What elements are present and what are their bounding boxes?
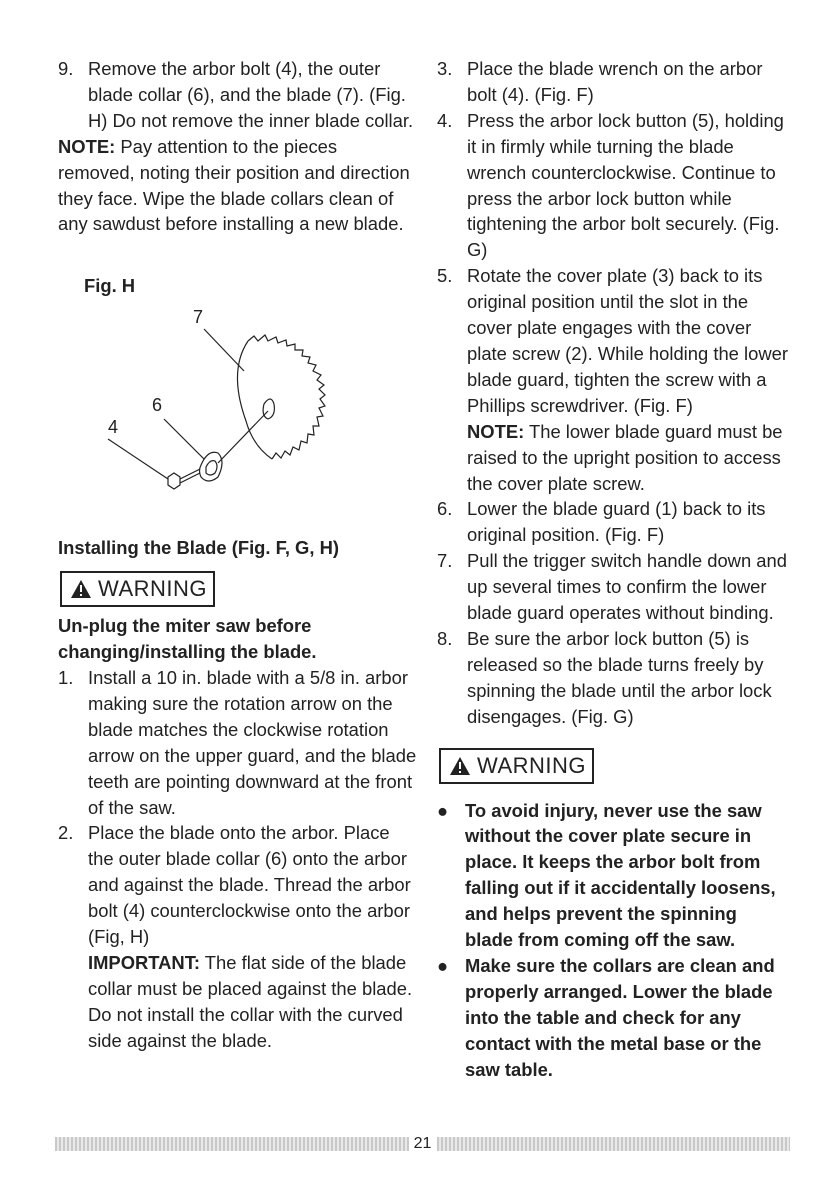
note-text: The lower blade guard must be raised to the upright position to access the cover plate screw. [467, 420, 783, 494]
note-label: NOTE: [58, 135, 116, 157]
step-text: Install a 10 in. blade with a 5/8 in. arbor making sure the rotation arrow on the blade matches the clockwise rotation arrow on the upper guard, and the blade teeth are pointing downward at the front of the saw. [88, 666, 417, 818]
bolt-head [168, 473, 180, 489]
step-text-block [88, 820, 418, 1053]
warning-text: Un-plug the miter saw before changing/installing the blade. [58, 615, 317, 663]
bullet-dot-icon: ● [437, 955, 449, 976]
left-column [58, 56, 418, 1054]
step-text: Press the arbor lock button (5), holding it in firmly while turning the blade wrench counterclockwise. Continue to press the arbor lock button while tightening the arbor bolt securely. (Fig. G) [467, 109, 784, 261]
step-number: 5. [437, 265, 453, 287]
step-text: Be sure the arbor lock button (5) is released so the blade turns freely by spinning the blade until the arbor lock disengages. (Fig. G) [467, 627, 772, 727]
collar-outer-ring [200, 452, 223, 481]
step-number: 8. [437, 627, 453, 649]
right-column [437, 56, 789, 1083]
step-4 [437, 108, 789, 263]
page-footer [55, 1134, 790, 1154]
callout-line-6 [164, 419, 204, 459]
step-number: 6. [437, 498, 453, 520]
note-label: NOTE: [467, 420, 525, 442]
step-2 [58, 820, 418, 1053]
step-text: Rotate the cover plate (3) back to its original position until the slot in the cover plate engages with the cover plate screw (2). While holding the lower blade guard, tighten the screw with a Phillips screwdriver. (Fig. F) [467, 265, 788, 416]
warning-label: WARNING [477, 752, 587, 778]
step-text: Lower the blade guard (1) back to its original position. (Fig. F) [467, 498, 766, 546]
step-number: 4. [437, 109, 453, 131]
callout-line-7 [204, 329, 244, 371]
step-text-block [467, 263, 789, 496]
figure-label: Fig. H [84, 275, 136, 297]
step-9 [58, 56, 418, 134]
step-number: 2. [58, 822, 74, 844]
step-text: Remove the arbor bolt (4), the outer blade collar (6), and the blade (7). (Fig. H) Do not remove the inner blade collar. [88, 58, 414, 131]
step-number: 1. [58, 666, 74, 688]
warning-triangle-icon [449, 756, 471, 776]
callout-6: 6 [152, 395, 163, 416]
footer-bar-right [437, 1137, 791, 1151]
figure-h [68, 301, 408, 521]
warning-bullet [437, 953, 789, 1083]
warning-triangle-icon [70, 579, 92, 599]
blade-hub-outline [263, 399, 274, 419]
arbor-axis-line [218, 411, 268, 463]
blade-diagram [68, 301, 408, 521]
step-8 [437, 626, 789, 730]
collar-inner-ring [206, 461, 217, 475]
step-7 [437, 548, 789, 626]
warning-box [439, 748, 594, 784]
step-6 [437, 496, 789, 548]
step-3 [437, 56, 789, 108]
warning-box [60, 571, 215, 607]
bullet-dot-icon: ● [437, 799, 449, 821]
callout-line-4 [108, 439, 168, 479]
page-number: 21 [413, 1135, 432, 1152]
footer-bar-left [55, 1137, 409, 1151]
section-title: Installing the Blade (Fig. F, G, H) [58, 537, 339, 559]
bullet-text: To avoid injury, never use the saw without the cover plate secure in place. It keeps the arbor bolt from falling out if it accidentally loosens, and helps prevent the spinning blade from coming off the saw. [465, 799, 776, 951]
callout-7: 7 [193, 307, 204, 328]
step-1 [58, 665, 418, 820]
callout-4: 4 [108, 417, 119, 438]
note-text: Pay attention to the pieces removed, noting their position and direction they face. Wipe the blade collars clean of any sawdust before installing a new blade. [58, 135, 410, 235]
note-paragraph [58, 134, 418, 238]
bullet-text: Make sure the collars are clean and properly arranged. Lower the blade into the table and check for any contact with the metal base or the saw table. [465, 955, 775, 1080]
step-number: 9. [58, 58, 74, 79]
warning-bullets [437, 798, 789, 1083]
step-text: Pull the trigger switch handle down and up several times to confirm the lower blade guard operates without binding. [467, 550, 787, 624]
warning-bullet [437, 798, 789, 953]
step-number: 7. [437, 550, 453, 572]
warning-label: WARNING [98, 576, 208, 602]
step-text: Place the blade onto the arbor. Place the outer blade collar (6) onto the arbor and against the blade. Thread the arbor bolt (4) counterclockwise onto the arbor (Fig, H) [88, 822, 411, 948]
step-text: Place the blade wrench on the arbor bolt (4). (Fig. F) [467, 58, 763, 105]
important-text: The flat side of the blade collar must be placed against the blade. Do not install the collar with the curved side against the blade. [88, 951, 413, 1051]
saw-blade-outline [248, 335, 325, 459]
important-label: IMPORTANT: [88, 951, 201, 973]
step-number: 3. [437, 58, 453, 79]
step-5 [437, 263, 789, 496]
